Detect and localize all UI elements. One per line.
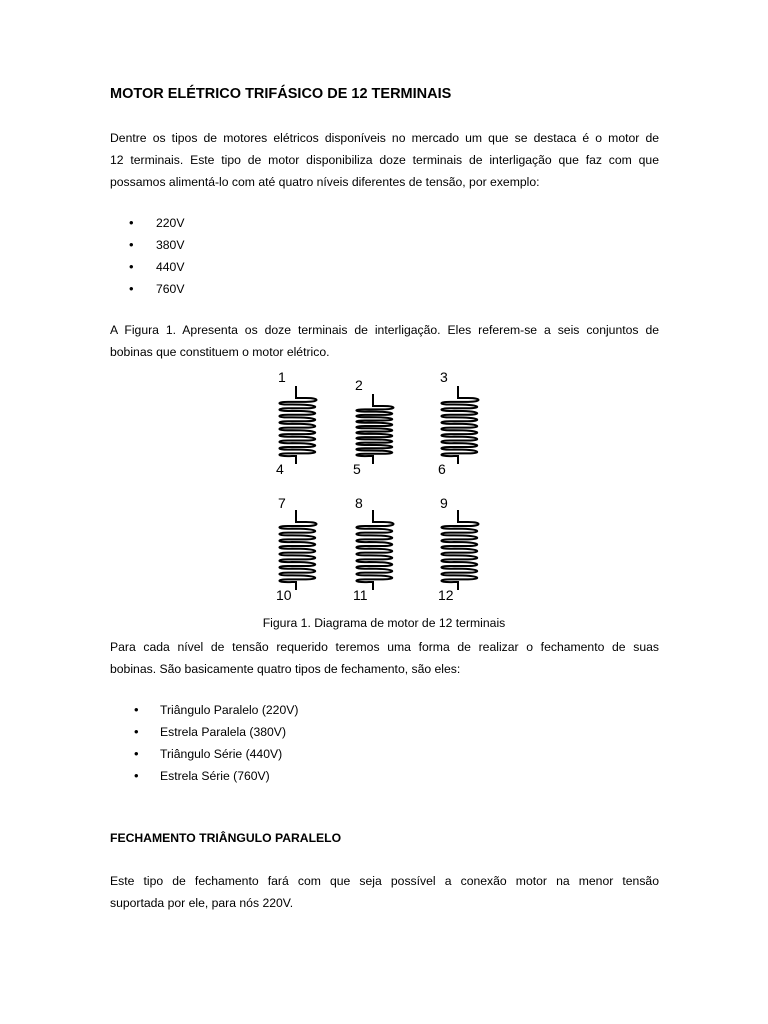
voltage-value: 440V xyxy=(156,260,185,274)
terminal-label-top: 2 xyxy=(355,377,363,393)
terminal-label-top: 9 xyxy=(440,495,448,511)
coil-winding xyxy=(356,510,393,590)
closing-intro-paragraph xyxy=(110,636,659,680)
closing-intro-line: bobinas. São basicamente quatro tipos de fechamento, são eles: xyxy=(110,662,461,676)
coil-winding xyxy=(441,510,478,590)
terminal-label-top: 3 xyxy=(440,369,448,385)
bullet-icon: • xyxy=(134,724,139,739)
terminal-label-bottom: 11 xyxy=(353,587,368,603)
terminal-label-bottom: 10 xyxy=(276,587,292,603)
closing-type: Estrela Série (760V) xyxy=(160,769,270,783)
figure-intro-line: A Figura 1. Apresenta os doze terminais de interligação. Eles referem-se a seis conjuntos de xyxy=(110,323,659,337)
section-paragraph xyxy=(110,870,659,914)
bullet-icon: • xyxy=(129,237,134,252)
coil-diagram xyxy=(270,368,500,618)
intro-line: Dentre os tipos de motores elétricos disponíveis no mercado um que se destaca é o motor de xyxy=(110,131,659,145)
figure-caption: Figura 1. Diagrama de motor de 12 terminais xyxy=(262,616,506,630)
terminal-label-bottom: 12 xyxy=(438,587,454,603)
figure-intro-paragraph xyxy=(110,319,659,363)
section-title: FECHAMENTO TRIÂNGULO PARALELO xyxy=(110,831,342,845)
page-title: MOTOR ELÉTRICO TRIFÁSICO DE 12 TERMINAIS xyxy=(110,86,452,102)
terminal-label-bottom: 4 xyxy=(276,461,284,477)
coil-winding xyxy=(279,386,316,464)
terminal-label-bottom: 6 xyxy=(438,461,446,477)
intro-line: possamos alimentá-lo com até quatro níveis diferentes de tensão, por exemplo: xyxy=(110,175,540,189)
figure-intro-line: bobinas que constituem o motor elétrico. xyxy=(110,345,330,359)
bullet-icon: • xyxy=(129,259,134,274)
voltage-value: 760V xyxy=(156,282,185,296)
terminal-label-top: 1 xyxy=(278,369,286,385)
coil-winding xyxy=(441,386,478,464)
bullet-icon: • xyxy=(134,702,139,717)
terminal-label-top: 7 xyxy=(278,495,286,511)
section-line: Este tipo de fechamento fará com que seja possível a conexão motor na menor tensão xyxy=(110,874,659,888)
coil-winding xyxy=(279,510,316,590)
bullet-icon: • xyxy=(134,768,139,783)
terminal-label-bottom: 5 xyxy=(353,461,361,477)
bullet-icon: • xyxy=(134,746,139,761)
voltage-value: 220V xyxy=(156,216,185,230)
section-line: suportada por ele, para nós 220V. xyxy=(110,896,294,910)
closing-type: Triângulo Série (440V) xyxy=(160,747,283,761)
intro-paragraph xyxy=(110,127,659,193)
bullet-icon: • xyxy=(129,281,134,296)
intro-line: 12 terminais. Este tipo de motor disponibiliza doze terminais de interligação que faz com que xyxy=(110,153,659,167)
closing-intro-line: Para cada nível de tensão requerido teremos uma forma de realizar o fechamento de suas xyxy=(110,640,659,654)
voltage-value: 380V xyxy=(156,238,185,252)
bullet-icon: • xyxy=(129,215,134,230)
closing-type: Triângulo Paralelo (220V) xyxy=(160,703,299,717)
terminal-label-top: 8 xyxy=(355,495,363,511)
closing-type: Estrela Paralela (380V) xyxy=(160,725,286,739)
coil-winding xyxy=(356,394,393,464)
